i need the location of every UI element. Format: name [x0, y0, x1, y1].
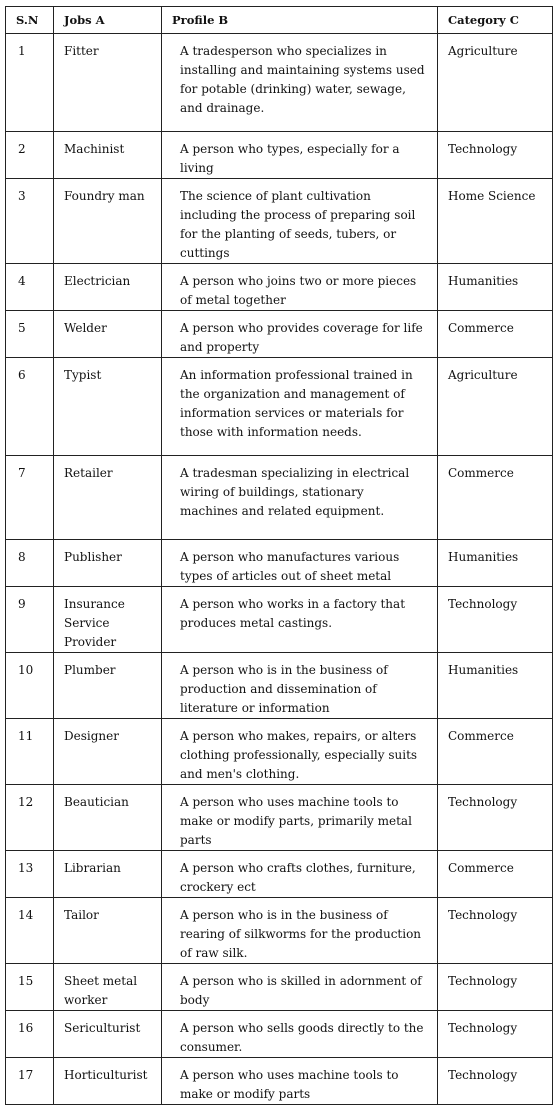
cell-profile: A person who types, especially for a living [162, 132, 438, 179]
cell-sn: 6 [6, 358, 54, 456]
cell-sn: 12 [6, 785, 54, 851]
table-row [6, 540, 553, 587]
table-row [6, 964, 553, 1011]
cell-job: Machinist [54, 132, 162, 179]
cell-profile: A person who crafts clothes, furniture, crockery ect [162, 851, 438, 898]
cell-category: Technology [438, 1011, 553, 1058]
table-body [6, 34, 553, 1105]
table-row [6, 358, 553, 456]
table-row [6, 785, 553, 851]
cell-category: Technology [438, 785, 553, 851]
cell-profile: A tradesperson who specializes in installing and maintaining systems used for potable (drinking) water, sewage, and drainage. [162, 34, 438, 132]
cell-profile: A tradesman specializing in electrical wiring of buildings, stationary machines and related equipment. [162, 456, 438, 540]
header-row [6, 7, 553, 34]
cell-sn: 16 [6, 1011, 54, 1058]
cell-sn: 5 [6, 311, 54, 358]
cell-category: Home Science [438, 179, 553, 264]
cell-category: Commerce [438, 311, 553, 358]
cell-sn: 9 [6, 587, 54, 653]
cell-profile: A person who joins two or more pieces of metal together [162, 264, 438, 311]
table-row [6, 264, 553, 311]
cell-category: Agriculture [438, 358, 553, 456]
cell-category: Humanities [438, 264, 553, 311]
header-category-c: Category C [438, 7, 553, 34]
cell-job: Typist [54, 358, 162, 456]
table-row [6, 1011, 553, 1058]
cell-profile: An information professional trained in the organization and management of information services or materials for those with information needs. [162, 358, 438, 456]
cell-profile: A person who manufactures various types of articles out of sheet metal [162, 540, 438, 587]
cell-job: Welder [54, 311, 162, 358]
cell-sn: 13 [6, 851, 54, 898]
cell-category: Technology [438, 587, 553, 653]
table-row [6, 587, 553, 653]
table-row [6, 311, 553, 358]
table-row [6, 719, 553, 785]
cell-profile: A person who is skilled in adornment of body [162, 964, 438, 1011]
cell-job: Tailor [54, 898, 162, 964]
cell-category: Technology [438, 132, 553, 179]
table-row [6, 1058, 553, 1105]
cell-job: Librarian [54, 851, 162, 898]
cell-profile: The science of plant cultivation including the process of preparing soil for the planting of seeds, tubers, or cuttings [162, 179, 438, 264]
cell-profile: A person who works in a factory that produces metal castings. [162, 587, 438, 653]
cell-sn: 7 [6, 456, 54, 540]
header-profile-b: Profile B [162, 7, 438, 34]
table-row [6, 456, 553, 540]
cell-profile: A person who sells goods directly to the consumer. [162, 1011, 438, 1058]
table-row [6, 132, 553, 179]
table-row [6, 34, 553, 132]
cell-sn: 11 [6, 719, 54, 785]
cell-sn: 2 [6, 132, 54, 179]
cell-job: Sericulturist [54, 1011, 162, 1058]
cell-category: Commerce [438, 851, 553, 898]
cell-category: Technology [438, 898, 553, 964]
cell-job: Designer [54, 719, 162, 785]
cell-job: Retailer [54, 456, 162, 540]
cell-sn: 4 [6, 264, 54, 311]
table-header [6, 7, 553, 34]
cell-category: Humanities [438, 540, 553, 587]
cell-job: Fitter [54, 34, 162, 132]
cell-profile: A person who makes, repairs, or alters clothing professionally, especially suits and men's clothing. [162, 719, 438, 785]
cell-category: Technology [438, 964, 553, 1011]
cell-category: Technology [438, 1058, 553, 1105]
cell-category: Commerce [438, 719, 553, 785]
cell-job: Sheet metal worker [54, 964, 162, 1011]
cell-job: Plumber [54, 653, 162, 719]
cell-job: Insurance Service Provider [54, 587, 162, 653]
cell-job: Horticulturist [54, 1058, 162, 1105]
cell-profile: A person who uses machine tools to make or modify parts, primarily metal parts [162, 785, 438, 851]
header-jobs-a: Jobs A [54, 7, 162, 34]
cell-category: Humanities [438, 653, 553, 719]
cell-category: Agriculture [438, 34, 553, 132]
cell-sn: 14 [6, 898, 54, 964]
table-row [6, 179, 553, 264]
table-row [6, 898, 553, 964]
cell-job: Foundry man [54, 179, 162, 264]
cell-sn: 17 [6, 1058, 54, 1105]
cell-profile: A person who uses machine tools to make or modify parts [162, 1058, 438, 1105]
cell-profile: A person who provides coverage for life and property [162, 311, 438, 358]
table-row [6, 851, 553, 898]
cell-profile: A person who is in the business of production and dissemination of literature or information [162, 653, 438, 719]
table-row [6, 653, 553, 719]
cell-profile: A person who is in the business of rearing of silkworms for the production of raw silk. [162, 898, 438, 964]
cell-job: Beautician [54, 785, 162, 851]
cell-sn: 8 [6, 540, 54, 587]
cell-sn: 10 [6, 653, 54, 719]
cell-sn: 15 [6, 964, 54, 1011]
jobs-matching-table [5, 6, 553, 1105]
header-sn: S.N [6, 7, 54, 34]
cell-job: Electrician [54, 264, 162, 311]
cell-sn: 3 [6, 179, 54, 264]
cell-job: Publisher [54, 540, 162, 587]
cell-sn: 1 [6, 34, 54, 132]
cell-category: Commerce [438, 456, 553, 540]
